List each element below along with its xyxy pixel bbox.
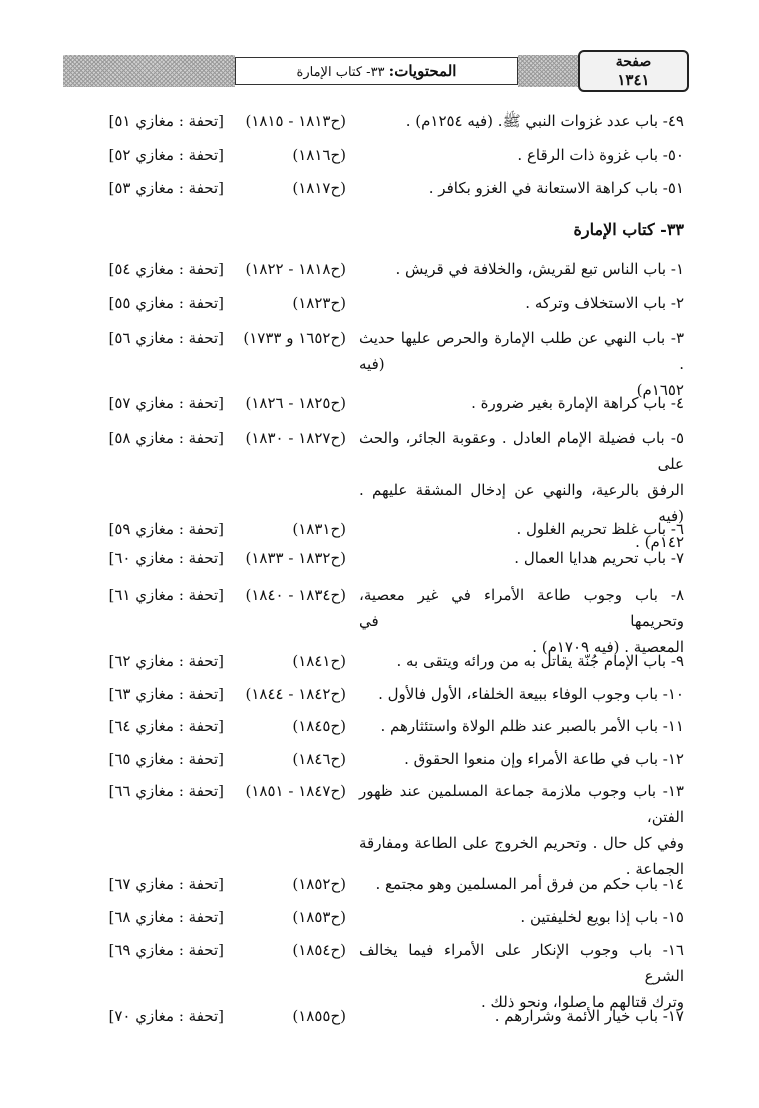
chapter-title-line: ١٤٢م) . <box>635 533 684 551</box>
section-heading: ٣٣- كتاب الإمارة <box>573 220 684 239</box>
hadith-range: (ح١٨٢٥ - ١٨٢٦) <box>245 394 346 412</box>
chapter-title-line: ١- باب الناس تبع لقريش، والخلافة في قريش . <box>395 260 684 278</box>
chapter-title <box>378 681 684 707</box>
chapter-title-line: وترك قتالهم ما صلوا، ونحو ذلك . <box>481 993 684 1011</box>
hadith-range: (ح١٨١٦) <box>292 146 346 164</box>
hadith-range: (ح١٨٥٢) <box>292 875 346 893</box>
chapter-title-line: ١٦- باب وجوب الإنكار على الأمراء فيما يخالف الشرع <box>359 941 684 985</box>
chapter-title-line: ١٢- باب في طاعة الأمراء وإن منعوا الحقوق . <box>404 750 684 768</box>
chapter-title-line: ١٥- باب إذا بويع لخليفتين . <box>520 908 684 926</box>
header-hatch-left <box>63 55 235 87</box>
hadith-range: (ح١٨٤٥) <box>292 717 346 735</box>
hadith-range: (ح١٨٣٤ - ١٨٤٠) <box>245 586 346 604</box>
chapter-title <box>359 778 684 882</box>
tuhfa-citation: [تحفة : مغازي ٥٦] <box>108 329 224 347</box>
hadith-range: (ح١٨١٣ - ١٨١٥) <box>245 112 346 130</box>
chapter-title-line: ١٣- باب وجوب ملازمة جماعة المسلمين عند ظهور الفتن، <box>359 782 684 826</box>
chapter-title-line: ٣- باب النهي عن طلب الإمارة والحرص عليها حديث . (فيه <box>359 329 684 373</box>
chapter-title <box>514 545 684 571</box>
chapter-title <box>395 256 684 282</box>
tuhfa-citation: [تحفة : مغازي ٥١] <box>108 112 224 130</box>
tuhfa-citation: [تحفة : مغازي ٦١] <box>108 586 224 604</box>
tuhfa-citation: [تحفة : مغازي ٦٥] <box>108 750 224 768</box>
tuhfa-citation: [تحفة : مغازي ٥٩] <box>108 520 224 538</box>
chapter-title-line: ٢- باب الاستخلاف وتركه . <box>525 294 684 312</box>
tuhfa-citation: [تحفة : مغازي ٧٠] <box>108 1007 224 1025</box>
tuhfa-citation: [تحفة : مغازي ٥٤] <box>108 260 224 278</box>
hadith-range: (ح١٨١٨ - ١٨٢٢) <box>245 260 346 278</box>
hadith-range: (ح١٨٣٢ - ١٨٣٣) <box>245 549 346 567</box>
tuhfa-citation: [تحفة : مغازي ٦٢] <box>108 652 224 670</box>
chapter-title-line: ٥١- باب كراهة الاستعانة في الغزو بكافر . <box>428 179 684 197</box>
chapter-title-line: ١٤- باب حكم من فرق أمر المسلمين وهو مجتمع . <box>375 875 684 893</box>
hadith-range: (ح١٨١٧) <box>292 179 346 197</box>
chapter-title <box>520 904 684 930</box>
chapter-title <box>516 516 684 542</box>
tuhfa-citation: [تحفة : مغازي ٦٦] <box>108 782 224 800</box>
chapter-title-line: ٤- باب كراهة الإمارة بغير ضرورة . <box>471 394 684 412</box>
tuhfa-citation: [تحفة : مغازي ٥٧] <box>108 394 224 412</box>
chapter-title <box>495 1003 684 1029</box>
header-hatch-right <box>518 55 578 87</box>
chapter-title-line: ٨- باب وجوب طاعة الأمراء في غير معصية، وتحريمها في <box>359 586 684 630</box>
chapter-title-line: ٦- باب غلظ تحريم الغلول . <box>516 520 684 538</box>
chapter-title-line: ١٠- باب وجوب الوفاء ببيعة الخلفاء، الأول فالأول . <box>378 685 684 703</box>
page-number: ١٣٤١ <box>617 71 650 89</box>
page-header <box>63 50 689 92</box>
hadith-range: (ح١٨٤١) <box>292 652 346 670</box>
chapter-title <box>396 648 684 674</box>
chapter-title-line: ١٧- باب خيار الأئمة وشرارهم . <box>494 1007 684 1025</box>
chapter-title <box>471 390 684 416</box>
chapter-title-line: ١٦٥٢م) <box>636 381 684 399</box>
header-title-sub: ٣٣- كتاب الإمارة <box>296 65 385 80</box>
chapter-title-line: المعصية . (فيه ١٧٠٩م) . <box>532 638 684 656</box>
tuhfa-citation: [تحفة : مغازي ٥٢] <box>108 146 224 164</box>
tuhfa-citation: [تحفة : مغازي ٥٣] <box>108 179 224 197</box>
chapter-title-line: ٩- باب الإمام جُنّة يقاتل به من ورائه ويتقى به . <box>396 652 684 670</box>
hadith-range: (ح١٨٤٦) <box>292 750 346 768</box>
chapter-title-line: ٥- باب فضيلة الإمام العادل . وعقوبة الجائر، والحث على <box>359 429 684 473</box>
tuhfa-citation: [تحفة : مغازي ٦٧] <box>108 875 224 893</box>
page-number-box <box>578 50 689 92</box>
tuhfa-citation: [تحفة : مغازي ٦٠] <box>108 549 224 567</box>
header-title-main: المحتويات: <box>388 62 457 80</box>
chapter-title-line: الجماعة . <box>625 860 684 878</box>
chapter-title-line: ١١- باب الأمر بالصبر عند ظلم الولاة واستئثارهم . <box>380 717 684 735</box>
hadith-range: (ح١٨٤٧ - ١٨٥١) <box>245 782 346 800</box>
chapter-title <box>517 142 684 168</box>
hadith-range: (ح١٦٥٢ و ١٧٣٣) <box>243 329 346 347</box>
chapter-title <box>404 746 684 772</box>
chapter-title-line: ٤٩- باب عدد غزوات النبي ﷺ. (فيه ١٢٥٤م) . <box>405 112 684 130</box>
hadith-range: (ح١٨٥٤) <box>292 941 346 959</box>
chapter-title-line: ٥٠- باب غزوة ذات الرقاع . <box>517 146 684 164</box>
tuhfa-citation: [تحفة : مغازي ٥٥] <box>108 294 224 312</box>
tuhfa-citation: [تحفة : مغازي ٦٣] <box>108 685 224 703</box>
tuhfa-citation: [تحفة : مغازي ٦٩] <box>108 941 224 959</box>
chapter-title <box>525 290 684 316</box>
header-title <box>235 57 518 85</box>
chapter-title <box>380 713 684 739</box>
hadith-range: (ح١٨٣١) <box>292 520 346 538</box>
hadith-range: (ح١٨٢٣) <box>292 294 346 312</box>
chapter-title-line: ٧- باب تحريم هدايا العمال . <box>514 549 684 567</box>
chapter-title <box>429 175 684 201</box>
chapter-title-line: وفي كل حال . وتحريم الخروج على الطاعة ومفارقة <box>359 834 684 852</box>
chapter-title <box>376 871 684 897</box>
hadith-range: (ح١٨٢٧ - ١٨٣٠) <box>245 429 346 447</box>
page-label: صفحة <box>615 54 652 70</box>
tuhfa-citation: [تحفة : مغازي ٥٨] <box>108 429 224 447</box>
chapter-title <box>406 108 684 134</box>
tuhfa-citation: [تحفة : مغازي ٦٨] <box>108 908 224 926</box>
chapter-title-line: الرفق بالرعية، والنهي عن إدخال المشقة عليهم . (فيه <box>359 481 684 525</box>
hadith-range: (ح١٨٥٣) <box>292 908 346 926</box>
tuhfa-citation: [تحفة : مغازي ٦٤] <box>108 717 224 735</box>
hadith-range: (ح١٨٤٢ - ١٨٤٤) <box>245 685 346 703</box>
hadith-range: (ح١٨٥٥) <box>292 1007 346 1025</box>
